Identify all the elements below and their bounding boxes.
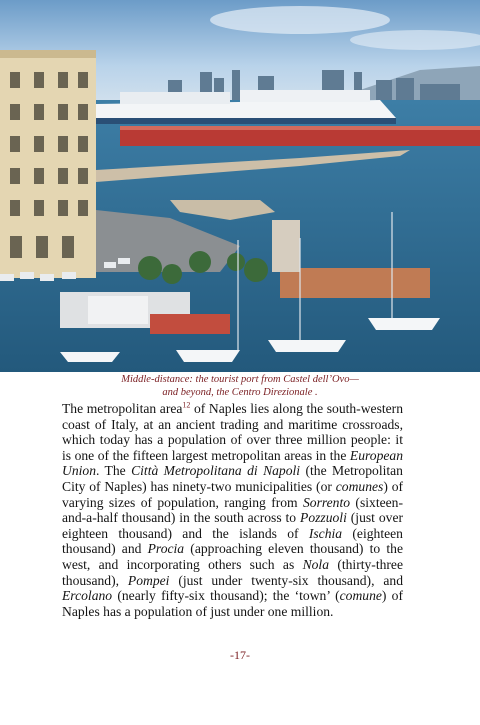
text-run: . The xyxy=(95,463,132,479)
caption-line-2: and beyond, the Centro Direzionale . xyxy=(162,386,318,398)
italic-term: comunes xyxy=(335,478,384,494)
text-run: (approaching eleven thousand) to the west, and incorporating others such as xyxy=(62,541,403,572)
text-run: (eighteen thousand) and xyxy=(62,525,403,557)
text-run: (thirty-three thousand), xyxy=(62,556,403,588)
text-run: (just under twenty-six thousand), and xyxy=(169,572,403,588)
text-run: (nearly fifty-six thousand); the ‘town’ ( xyxy=(112,588,340,604)
text-run: (just over eighteen thousand) and the islands of xyxy=(62,510,404,541)
text-run: The metropolitan area xyxy=(62,401,183,416)
text-run: ) of Naples has a population of just under one million. xyxy=(62,588,404,619)
text-run: ) of varying sizes of population, ranging from xyxy=(62,478,404,510)
text-run: of Naples lies along the south-western coast of Italy, at an ancient trading and maritime crossroads, which today has a population of over three million people: it is one of the fifteen largest metropolitan areas in the xyxy=(62,401,403,463)
text-run: (the Metropolitan City of Naples) has ninety-two municipalities (or xyxy=(62,463,403,494)
photo-caption xyxy=(0,374,480,399)
italic-term: Nola xyxy=(302,556,329,572)
italic-term: comune xyxy=(339,588,382,604)
italic-term: Procia xyxy=(147,541,185,557)
caption-line-1: Middle-distance: the tourist port from Castel dell’Ovo— xyxy=(121,374,359,385)
italic-term: Pozzuoli xyxy=(300,510,347,526)
text-run: (sixteen-and-a-half thousand) in the south across to xyxy=(62,494,403,526)
italic-term: Città Metropolitana di Napoli xyxy=(131,463,301,479)
italic-term: Ercolano xyxy=(62,588,113,604)
footnote-marker[interactable]: 12 xyxy=(182,400,191,410)
italic-term: Pompei xyxy=(127,572,170,588)
italic-term: European Union xyxy=(62,447,403,479)
body-paragraph xyxy=(62,401,403,619)
italic-term: Ischia xyxy=(308,525,343,541)
italic-term: Sorrento xyxy=(302,494,351,510)
page-number: -17- xyxy=(230,648,250,662)
